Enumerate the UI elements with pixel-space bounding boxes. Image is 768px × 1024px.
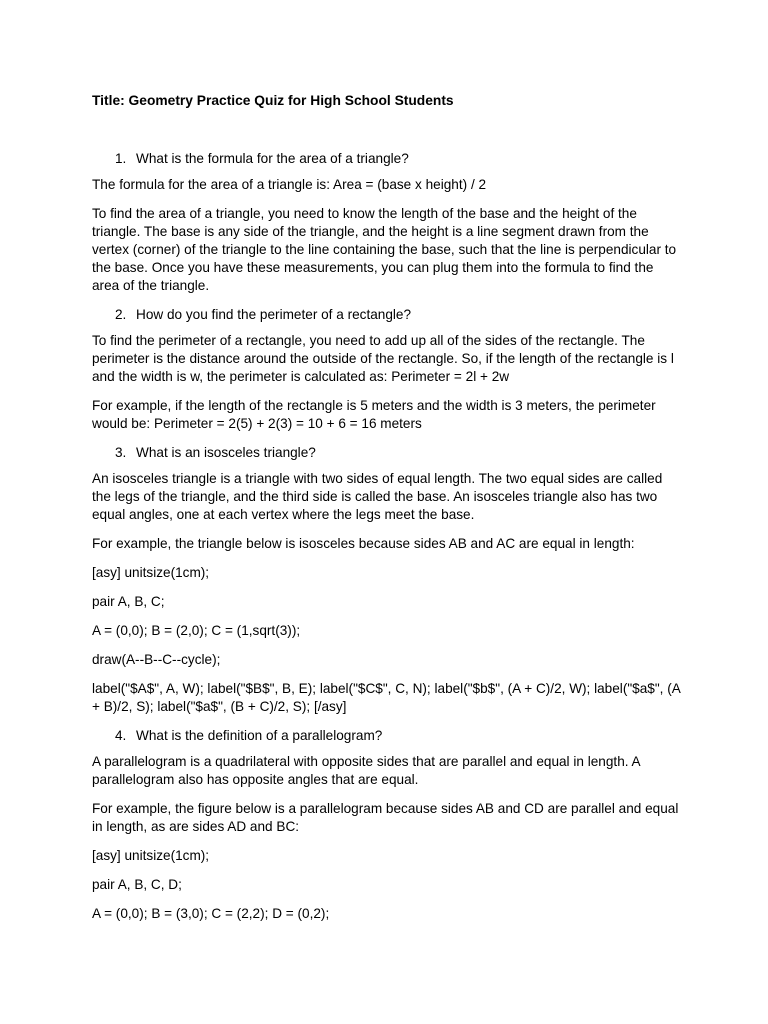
question-3 bbox=[92, 444, 682, 462]
answer-paragraph: An isosceles triangle is a triangle with two sides of equal length. The two equal sides are called the legs of the triangle, and the third side is called the base. An isosceles triangle also has two equal angles, one at each vertex where the legs meet the base. bbox=[92, 471, 663, 522]
question-text: What is the formula for the area of a triangle? bbox=[136, 151, 409, 166]
question-2 bbox=[92, 306, 682, 324]
answer-paragraph: For example, the figure below is a parallelogram because sides AB and CD are parallel and equal in length, as are sides AD and BC: bbox=[92, 801, 679, 834]
question-number: 2. bbox=[115, 307, 127, 322]
code-line: label("$A$", A, W); label("$B$", B, E); label("$C$", C, N); label("$b$", (A + C)/2, W); label("$a$", (A + B)/2, S); label("$a$", (B + C)/2, S); [/asy] bbox=[92, 681, 681, 714]
question-number: 4. bbox=[115, 728, 127, 743]
question-text: What is an isosceles triangle? bbox=[136, 445, 316, 460]
answer-paragraph: The formula for the area of a triangle is: Area = (base x height) / 2 bbox=[92, 177, 487, 192]
document-body bbox=[92, 150, 682, 934]
code-line: [asy] unitsize(1cm); bbox=[92, 565, 210, 580]
code-line: [asy] unitsize(1cm); bbox=[92, 848, 210, 863]
document-title: Title: Geometry Practice Quiz for High School Students bbox=[92, 93, 454, 108]
question-text: What is the definition of a parallelogram? bbox=[136, 728, 383, 743]
code-line: A = (0,0); B = (2,0); C = (1,sqrt(3)); bbox=[92, 623, 301, 638]
answer-paragraph: For example, if the length of the rectangle is 5 meters and the width is 3 meters, the perimeter would be: Perimeter = 2(5) + 2(3) = 10 + 6 = 16 meters bbox=[92, 398, 656, 431]
question-text: How do you find the perimeter of a rectangle? bbox=[136, 307, 412, 322]
code-line: A = (0,0); B = (3,0); C = (2,2); D = (0,2); bbox=[92, 906, 330, 921]
answer-paragraph: For example, the triangle below is isosceles because sides AB and AC are equal in length: bbox=[92, 536, 635, 551]
code-line: draw(A--B--C--cycle); bbox=[92, 652, 221, 667]
question-number: 3. bbox=[115, 445, 127, 460]
question-number: 1. bbox=[115, 151, 127, 166]
code-line: pair A, B, C, D; bbox=[92, 877, 182, 892]
answer-paragraph: A parallelogram is a quadrilateral with opposite sides that are parallel and equal in length. A parallelogram also has opposite angles that are equal. bbox=[92, 754, 640, 787]
question-1 bbox=[92, 150, 682, 168]
answer-paragraph: To find the perimeter of a rectangle, you need to add up all of the sides of the rectangle. The perimeter is the distance around the outside of the rectangle. So, if the length of the rectangle is l and the width is w, the perimeter is calculated as: Perimeter = 2l + 2w bbox=[92, 333, 674, 384]
answer-paragraph: To find the area of a triangle, you need to know the length of the base and the height of the triangle. The base is any side of the triangle, and the height is a line segment drawn from the vertex (corner) of the triangle to the line containing the base, such that the line is perpendicular to the base. Once you have these measurements, you can plug them into the formula to find the area of the triangle. bbox=[92, 206, 677, 293]
question-4 bbox=[92, 727, 682, 745]
code-line: pair A, B, C; bbox=[92, 594, 165, 609]
